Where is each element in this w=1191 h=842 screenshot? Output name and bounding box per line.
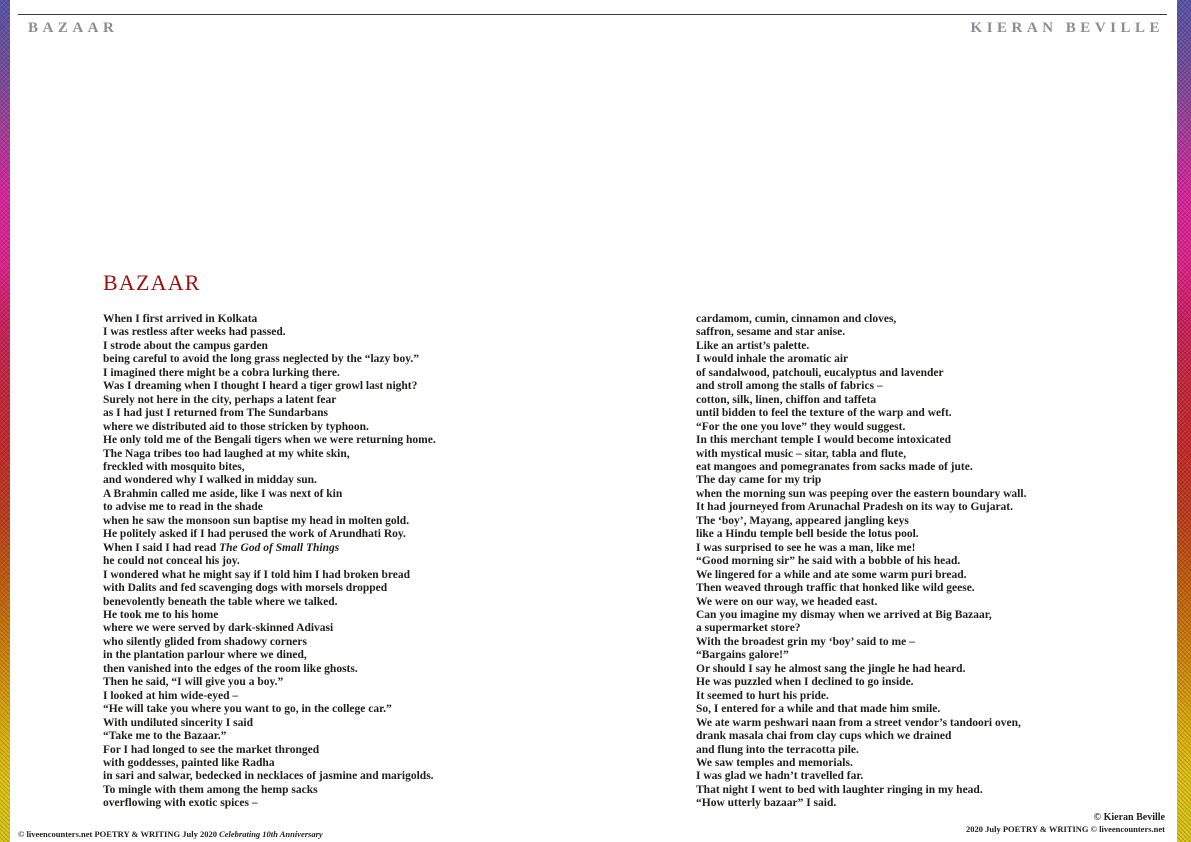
poem-line: I would inhale the aromatic air	[696, 353, 849, 366]
poem-line: Then weaved through traffic that honked like wild geese.	[696, 582, 975, 595]
poem-line: benevolently beneath the table where we talked.	[103, 595, 338, 608]
poem-line: Can you imagine my dismay when we arrived at Big Bazaar,	[696, 608, 992, 621]
poem-line: I strode about the campus garden	[103, 339, 268, 352]
poem-line: until bidden to feel the texture of the warp and weft.	[696, 407, 952, 420]
poem-title: BAZAAR	[103, 270, 201, 295]
poem-line: “Good morning sir” he said with a bobble of his head.	[696, 555, 961, 568]
footer-right	[966, 812, 1165, 834]
poem-line: He only told me of the Bengali tigers when we were returning home.	[103, 434, 436, 447]
poem-line: when he saw the monsoon sun baptise my head in molten gold.	[103, 514, 410, 527]
poem-line: freckled with mosquito bites,	[103, 460, 245, 473]
footer-copyright-right: 2020 July POETRY & WRITING © liveencounters.net	[966, 824, 1165, 834]
header-rule	[18, 14, 1167, 15]
poem-line: “For the one you love” they would suggest.	[696, 420, 906, 433]
poem-line: It had journeyed from Arunachal Pradesh on its way to Gujarat.	[696, 501, 1014, 514]
poem-line: and stroll among the stalls of fabrics –	[696, 380, 883, 393]
poem-line: He politely asked if I had perused the work of Arundhati Roy.	[103, 528, 406, 541]
poem-line: then vanished into the edges of the room like ghosts.	[103, 662, 358, 675]
poem-line: when the morning sun was peeping over the eastern boundary wall.	[696, 487, 1027, 500]
poem-line: Then he said, “I will give you a boy.”	[103, 676, 284, 689]
poem-line: drank masala chai from clay cups which we drained	[696, 730, 952, 743]
poem-line: The Naga tribes too had laughed at my white skin,	[103, 447, 350, 460]
poem-line: being careful to avoid the long grass neglected by the “lazy boy.”	[103, 353, 420, 366]
poem-line: Was I dreaming when I thought I heard a tiger growl last night?	[103, 380, 418, 393]
poem-line: In this merchant temple I would become intoxicated	[696, 434, 952, 447]
poem-line: eat mangoes and pomegranates from sacks made of jute.	[696, 460, 973, 473]
poem-line: Surely not here in the city, perhaps a latent fear	[103, 393, 337, 406]
poem-line: with mystical music – sitar, tabla and flute,	[696, 447, 907, 460]
poem-column-right	[696, 313, 1191, 811]
poem-line: of sandalwood, patchouli, eucalyptus and lavender	[696, 366, 944, 379]
footer-copyright-left: © liveencounters.net POETRY & WRITING July 2020 Celebrating 10th Anniversary	[18, 829, 323, 839]
poem-line: “How utterly bazaar” I said.	[696, 797, 837, 810]
poem-line: “Bargains galore!”	[696, 649, 789, 662]
poem-line: I looked at him wide-eyed –	[103, 689, 239, 702]
running-header-author: KIERAN BEVILLE	[970, 20, 1164, 36]
poem-line: as I had just I returned from The Sundarbans	[103, 407, 328, 420]
poem-line: A Brahmin called me aside, like I was next of kin	[103, 487, 343, 500]
poem-line: he could not conceal his joy.	[103, 555, 240, 568]
poem-line: like a Hindu temple bell beside the lotus pool.	[696, 528, 919, 541]
poem-line: a supermarket store?	[696, 622, 801, 635]
poem-line: We ate warm peshwari naan from a street vendor’s tandoori oven,	[696, 716, 1021, 729]
poem-line: overflowing with exotic spices –	[103, 797, 258, 810]
poem-line: in the plantation parlour where we dined,	[103, 649, 307, 662]
poem-line: The ‘boy’, Mayang, appeared jangling keys	[696, 514, 909, 527]
poem-line: I was surprised to see he was a man, like me!	[696, 541, 916, 554]
poem-line: To mingle with them among the hemp sacks	[103, 783, 318, 796]
left-fabric-border	[0, 0, 10, 842]
poem-line: I was restless after weeks had passed.	[103, 326, 286, 339]
poem-line: and wondered why I walked in midday sun.	[103, 474, 317, 487]
poem-line: With the broadest grin my ‘boy’ said to me –	[696, 635, 915, 648]
poem-line: cardamom, cumin, cinnamon and cloves,	[696, 313, 897, 325]
running-header-title: BAZAAR	[28, 20, 119, 36]
poem-line: For I had longed to see the market thronged	[103, 743, 320, 756]
poem-line: Or should I say he almost sang the jingle he had heard.	[696, 662, 966, 675]
poem-line: to advise me to read in the shade	[103, 501, 263, 514]
footer-author-credit: © Kieran Beville	[1093, 812, 1165, 823]
poem-line: When I first arrived in Kolkata	[103, 313, 258, 325]
poem-line: He was puzzled when I declined to go inside.	[696, 676, 914, 689]
poem-line: and flung into the terracotta pile.	[696, 743, 859, 756]
poem-line: We were on our way, we headed east.	[696, 595, 878, 608]
poem-line: He took me to his home	[103, 608, 219, 621]
poem-line: So, I entered for a while and that made him smile.	[696, 703, 941, 716]
poem-line: “Take me to the Bazaar.”	[103, 730, 227, 743]
poem-line: who silently glided from shadowy corners	[103, 635, 307, 648]
poem-line: where we distributed aid to those stricken by typhoon.	[103, 420, 369, 433]
poem-line: Like an artist’s palette.	[696, 339, 810, 352]
poem-line: cotton, silk, linen, chiffon and taffeta	[696, 393, 877, 406]
poem-line: with Dalits and fed scavenging dogs with morsels dropped	[103, 582, 388, 595]
poem-line: When I said I had read The God of Small Things	[103, 541, 340, 554]
poem-line: I wondered what he might say if I told him I had broken bread	[103, 568, 411, 581]
poem-line: with goddesses, painted like Radha	[103, 756, 275, 769]
poem-line: saffron, sesame and star anise.	[696, 326, 846, 339]
poem-line: That night I went to bed with laughter ringing in my head.	[696, 783, 983, 796]
poem-line: The day came for my trip	[696, 474, 822, 487]
poem-line: in sari and salwar, bedecked in necklaces of jasmine and marigolds.	[103, 770, 434, 783]
poem-line: It seemed to hurt his pride.	[696, 689, 829, 702]
poem-line: With undiluted sincerity I said	[103, 716, 253, 729]
poem-line: We saw temples and memorials.	[696, 756, 853, 769]
poem-line: where we were served by dark-skinned Adivasi	[103, 622, 334, 635]
poem-line: “He will take you where you want to go, in the college car.”	[103, 703, 392, 716]
poem-line: I was glad we hadn’t travelled far.	[696, 770, 864, 783]
poem-line: We lingered for a while and ate some warm puri bread.	[696, 568, 967, 581]
poem-line: I imagined there might be a cobra lurking there.	[103, 366, 340, 379]
poem-column-left	[103, 313, 663, 811]
